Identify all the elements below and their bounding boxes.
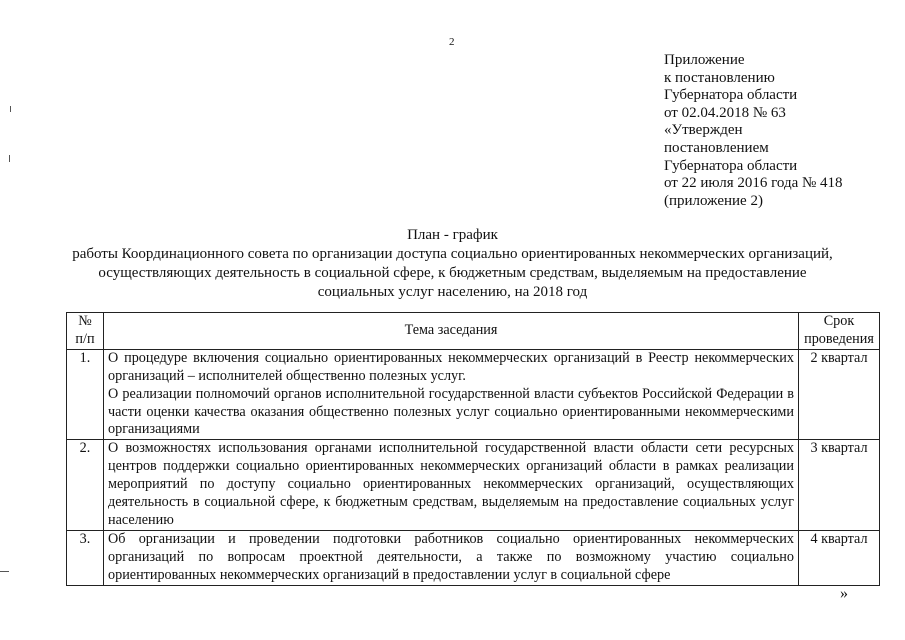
document-subtitle	[0, 245, 905, 302]
header-period: Срок проведения	[799, 313, 880, 350]
appendix-line: постановлением	[664, 139, 769, 156]
topic-paragraph: О реализации полномочий органов исполнительной государственной власти субъектов Российской Федерации в части оценки качества оказания общественно полезных услуг социально ориентированными некоммерческими организациями	[108, 385, 794, 438]
table-header-row	[67, 313, 880, 350]
topic-paragraph: Об организации и проведении подготовки работников социально ориентированных некоммерческих организаций по вопросам проектной деятельности, а также по возможному участию социально ориентированных некоммерческих организаций в предоставлении услуг в социальной сфере	[108, 530, 794, 583]
closing-quote: »	[840, 585, 848, 602]
row-topic	[104, 440, 799, 531]
row-topic	[104, 349, 799, 440]
row-period: 4 квартал	[799, 530, 880, 585]
scan-artifact	[0, 571, 9, 572]
row-period: 2 квартал	[799, 349, 880, 440]
appendix-line: Приложение	[664, 52, 745, 68]
row-number: 2.	[67, 440, 104, 531]
appendix-line: Губернатора области	[664, 157, 798, 174]
appendix-line: (приложение 2)	[664, 192, 763, 209]
appendix-block	[664, 52, 894, 210]
document-title: План - график	[407, 227, 498, 243]
row-topic	[104, 530, 799, 585]
scan-artifact	[9, 155, 10, 162]
topic-paragraph: О возможностях использования органами исполнительной государственной власти области сети ресурсных центров поддержки социально ориентированных некоммерческих организаций области в рамках реализации мероприятий по доступу социально ориентированных некоммерческих организаций, осуществляющих деятельность в социальной сфере, к бюджетным средствам, выделяемым на предоставление социальных услуг населению	[108, 440, 794, 528]
table-row	[67, 530, 880, 585]
subtitle-line: социальных услуг населению, на 2018 год	[317, 284, 588, 300]
appendix-line: Губернатора области	[664, 87, 798, 104]
page-number: 2	[449, 36, 455, 48]
schedule-table	[66, 312, 880, 586]
table-row	[67, 440, 880, 531]
appendix-line: от 02.04.2018 № 63	[664, 104, 786, 121]
row-period: 3 квартал	[799, 440, 880, 531]
row-number: 1.	[67, 349, 104, 440]
header-topic: Тема заседания	[104, 313, 799, 350]
header-number: № п/п	[67, 313, 104, 350]
scan-artifact	[10, 106, 11, 112]
row-number: 3.	[67, 530, 104, 585]
subtitle-line: работы Координационного совета по организации доступа социально ориентированных некоммерческих организаций,	[72, 246, 833, 262]
appendix-line: к постановлению	[664, 69, 775, 86]
appendix-line: «Утвержден	[664, 122, 743, 139]
table-row	[67, 349, 880, 440]
appendix-line: от 22 июля 2016 года № 418	[664, 175, 843, 192]
subtitle-line: осуществляющих деятельность в социальной сфере, к бюджетным средствам, выделяемым на предоставление	[98, 265, 807, 281]
topic-paragraph: О процедуре включения социально ориентированных некоммерческих организаций в Реестр некоммерческих организаций – исполнителей общественно полезных услуг.	[108, 349, 794, 384]
